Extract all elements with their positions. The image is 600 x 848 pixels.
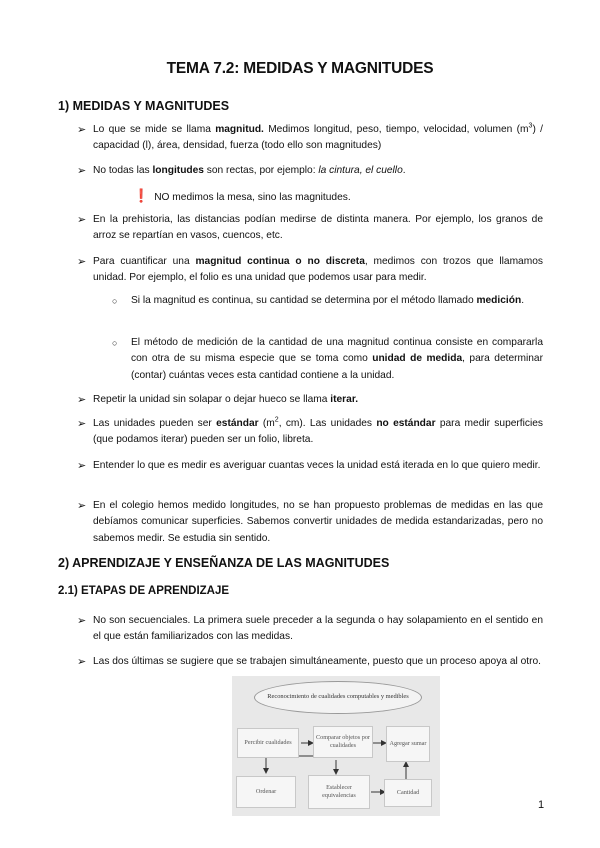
diagram-box-cantidad: Cantidad: [384, 779, 432, 807]
section2-subheading: 2.1) ETAPAS DE APRENDIZAJE: [58, 585, 230, 597]
circle-bullet-icon: ○: [112, 296, 118, 306]
section1-heading: 1) MEDIDAS Y MAGNITUDES: [58, 99, 230, 113]
exclamation-icon: ❗: [133, 188, 150, 203]
arrow-comparar-ordenar: [266, 756, 316, 771]
subbullet-medicion: ○ Si la magnitud es continua, su cantidad se determina por el método llamado medición.: [112, 293, 543, 309]
bullet-magnitud: ➢ Lo que se mide se llama magnitud. Medimos longitud, peso, tiempo, velocidad, volumen $(m^3)$ / capacidad (l), área, densidad, fuerza (todo ello son magnitudes): [77, 122, 543, 152]
subbullet-metodo: ○ El método de medición de la cantidad de una magnitud continua consiste en compararla con otra de su misma especie que se toma como unidad de medida, para determinar (contar) cuántas veces esta cantidad contiene a la unidad.: [112, 337, 543, 381]
page-number: 1: [538, 799, 545, 811]
circle-bullet-icon: ○: [112, 338, 118, 348]
bullet-arrow-icon: ➢: [77, 418, 87, 430]
bullet-arrow-icon: ➢: [77, 656, 87, 668]
bullet-arrow-icon: ➢: [77, 394, 87, 406]
learning-stages-diagram: [232, 676, 440, 816]
warning-note: ❗ NO medimos la mesa, sino las magnitudes.: [133, 188, 351, 203]
bullet-arrow-icon: ➢: [77, 165, 87, 177]
bullet-iterar: ➢ Repetir la unidad sin solapar o dejar hueco se llama iterar.: [77, 392, 543, 408]
diagram-box-ordenar: Ordenar: [236, 776, 296, 808]
diagram-box-comparar: Comparar objetos por cualidades: [313, 726, 373, 758]
diagram-box-percibir: Percibir cualidades: [237, 728, 299, 758]
page-title: TEMA 7.2: MEDIDAS Y MAGNITUDES: [166, 60, 434, 77]
diagram-box-establecer: Establecer equivalencias: [308, 775, 370, 809]
bullet-prehistoria: ➢ En la prehistoria, las distancias podían medirse de distinta manera. Por ejemplo, los granos de arroz se repartían en vasos, cuencos, etc.: [77, 214, 543, 242]
bullet-arrow-icon: ➢: [77, 256, 87, 268]
section2-heading: 2) APRENDIZAJE Y ENSEÑANZA DE LAS MAGNITUDES: [58, 556, 390, 570]
bullet-magnitud-continua: ➢ Para cuantificar una magnitud continua o no discreta, medimos con trozos que llamamos unidad. Por ejemplo, el folio es una unidad que podemos usar para medir.: [77, 256, 543, 284]
diagram-box-agregar: Agregar sumar: [386, 726, 430, 762]
bullet-arrow-icon: ➢: [77, 500, 87, 512]
bullet-arrow-icon: ➢: [77, 214, 87, 226]
bullet-unidades: ➢ Las unidades pueden ser estándar ($m^2$, cm). Las unidades no estándar para medir superficies (que podamos iterar) pueden ser un folio, libreta.: [77, 416, 544, 446]
bullet-colegio: ➢ En el colegio hemos medido longitudes, no se han propuesto problemas de medidas en las que debíamos comunicar superficies. Sabemos convertir unidades de medida estandarizadas, pero no sabemos medir. Se estudia sin sentido.: [77, 500, 543, 544]
bullet-arrow-icon: ➢: [77, 615, 87, 627]
bullet-secuenciales: ➢ No son secuenciales. La primera suele preceder a la segunda o hay solapamiento en el sentido en el que están familiarizados con las medidas.: [77, 615, 543, 643]
bullet-arrow-icon: ➢: [77, 460, 87, 472]
bullet-longitudes: ➢ No todas las longitudes son rectas, por ejemplo: la cintura, el cuello.: [77, 163, 543, 179]
bullet-entender: ➢ Entender lo que es medir es averiguar cuantas veces la unidad está iterada en lo que quiero medir.: [77, 458, 543, 474]
bullet-arrow-icon: ➢: [77, 124, 87, 136]
diagram-top-ellipse: Reconocimiento de cualidades computables y medibles: [254, 681, 422, 714]
bullet-ultimas: ➢ Las dos últimas se sugiere que se trabajen simultáneamente, puesto que un proceso apoya al otro.: [77, 654, 543, 670]
